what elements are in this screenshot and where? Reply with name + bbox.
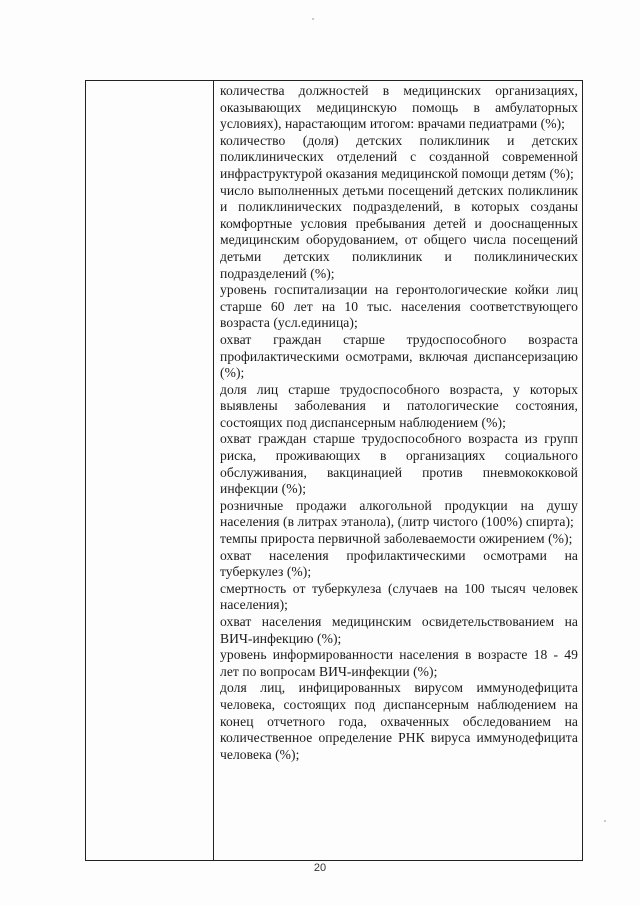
indicator-item: темпы прироста первичной заболеваемости ожирением (%); (220, 531, 573, 547)
indicator-item: розничные продажи алкогольной продукции на душу населения (в литрах этанола), (литр чистого (100%) спирта); (220, 497, 578, 530)
table-right-column (214, 81, 582, 860)
indicator-item: уровень госпитализации на геронтологические койки лиц старше 60 лет на 10 тыс. населения соответствующего возраста (усл.единица); (220, 282, 578, 331)
page-number: 20 (313, 862, 327, 874)
indicator-item: охват населения профилактическими осмотрами на туберкулез (%); (220, 547, 578, 580)
indicator-item: доля лиц, инфицированных вирусом иммунодефицита человека, состоящих под диспансерным наблюдением на конец отчетного года, охваченных обследованием на количественное определение РНК вируса иммунодефицита человека (%); (220, 680, 578, 762)
indicator-item: количество (доля) детских поликлиник и детских поликлинических отделений с созданной современной инфраструктурой оказания медицинской помощи детям (%); (220, 132, 578, 181)
indicator-item: уровень информированности населения в возрасте 18 - 49 лет по вопросам ВИЧ-инфекции (%); (220, 647, 578, 679)
indicator-item: охват населения медицинским освидетельствованием на ВИЧ-инфекцию (%); (220, 614, 578, 646)
table-left-column (86, 81, 214, 860)
indicator-item: охват граждан старше трудоспособного возраста профилактическими осмотрами, включая диспансеризацию (%); (220, 331, 578, 381)
indicator-item: доля лиц старше трудоспособного возраста, у которых выявлены заболевания и патологические состояния, состоящих под диспансерным наблюдением (%); (220, 381, 578, 430)
indicator-table (85, 80, 583, 861)
indicator-item: смертность от туберкулеза (случаев на 100 тысяч человек населения); (220, 580, 578, 613)
indicator-item: охват граждан старше трудоспособного возраста из групп риска, проживающих в организациях социального обслуживания, вакцинацией против пневмококковой инфекции (%); (220, 431, 578, 497)
scan-speck (312, 18, 314, 20)
scan-speck (604, 820, 606, 822)
indicator-item: число выполненных детьми посещений детских поликлиник и поликлинических подразделений, в которых созданы комфортные условия пребывания детей и дооснащенных медицинским оборудованием, от общего числа посещений детьми детских поликлиник и поликлинических подразделений (%); (220, 182, 578, 281)
indicator-item: количества должностей в медицинских организациях, оказывающих медицинскую помощь в амбулаторных условиях), нарастающим итогом: врачами педиатрами (%); (220, 83, 578, 132)
